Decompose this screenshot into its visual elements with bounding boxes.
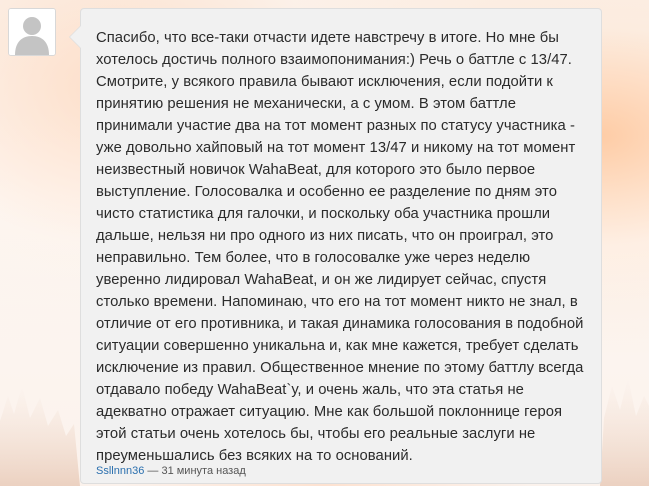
comment-meta bbox=[96, 464, 246, 478]
meta-separator: — bbox=[147, 465, 159, 477]
comment-timestamp: 31 минута назад bbox=[161, 465, 246, 477]
comment-card bbox=[80, 8, 602, 484]
default-user-avatar-icon bbox=[9, 9, 55, 55]
user-avatar[interactable] bbox=[8, 8, 56, 56]
comment-body: Спасибо, что все-таки отчасти идете навстречу в итоге. Но мне бы хотелось достичь полного взаимопонимания:) Речь о баттле с 13/47. Смотрите, у всякого правила бывают исключения, если подойти к принятию решения не механически, а с умом. В этом баттле принимали участие два на тот момент разных по статусу участника - уже довольно хайповый на тот момент 13/47 и никому на тот момент неизвестный новичок WahaBeat, для которого это было первое выступление. Голосовалка и особенно ее разделение по дням это чисто статистика для галочки, и поскольку оба участника прошли дальше, нельзя ни про одного из них писать, что он проиграл, это неправильно. Тем более, что в голосовалке уже через неделю уверенно лидировал WahaBeat, и он же лидирует сейчас, спустя столько времени. Напоминаю, что его на тот момент никто не знал, в отличие от его противника, и такая динамика голосования в подобной ситуации совершенно уникальна и, как мне кажется, требует сделать исключение из правил. Общественное мнение по этому баттлу всегда отдавало победу WahaBeat`у, и очень жаль, что эта статья не адекватно отражает ситуацию. Мне как большой поклоннице героя этой статьи очень хотелось бы, чтобы его реальные заслуги не преуменьшались без всяких на то оснований. bbox=[96, 30, 584, 464]
comment-author-link[interactable]: Ssllnnn36 bbox=[96, 465, 145, 477]
